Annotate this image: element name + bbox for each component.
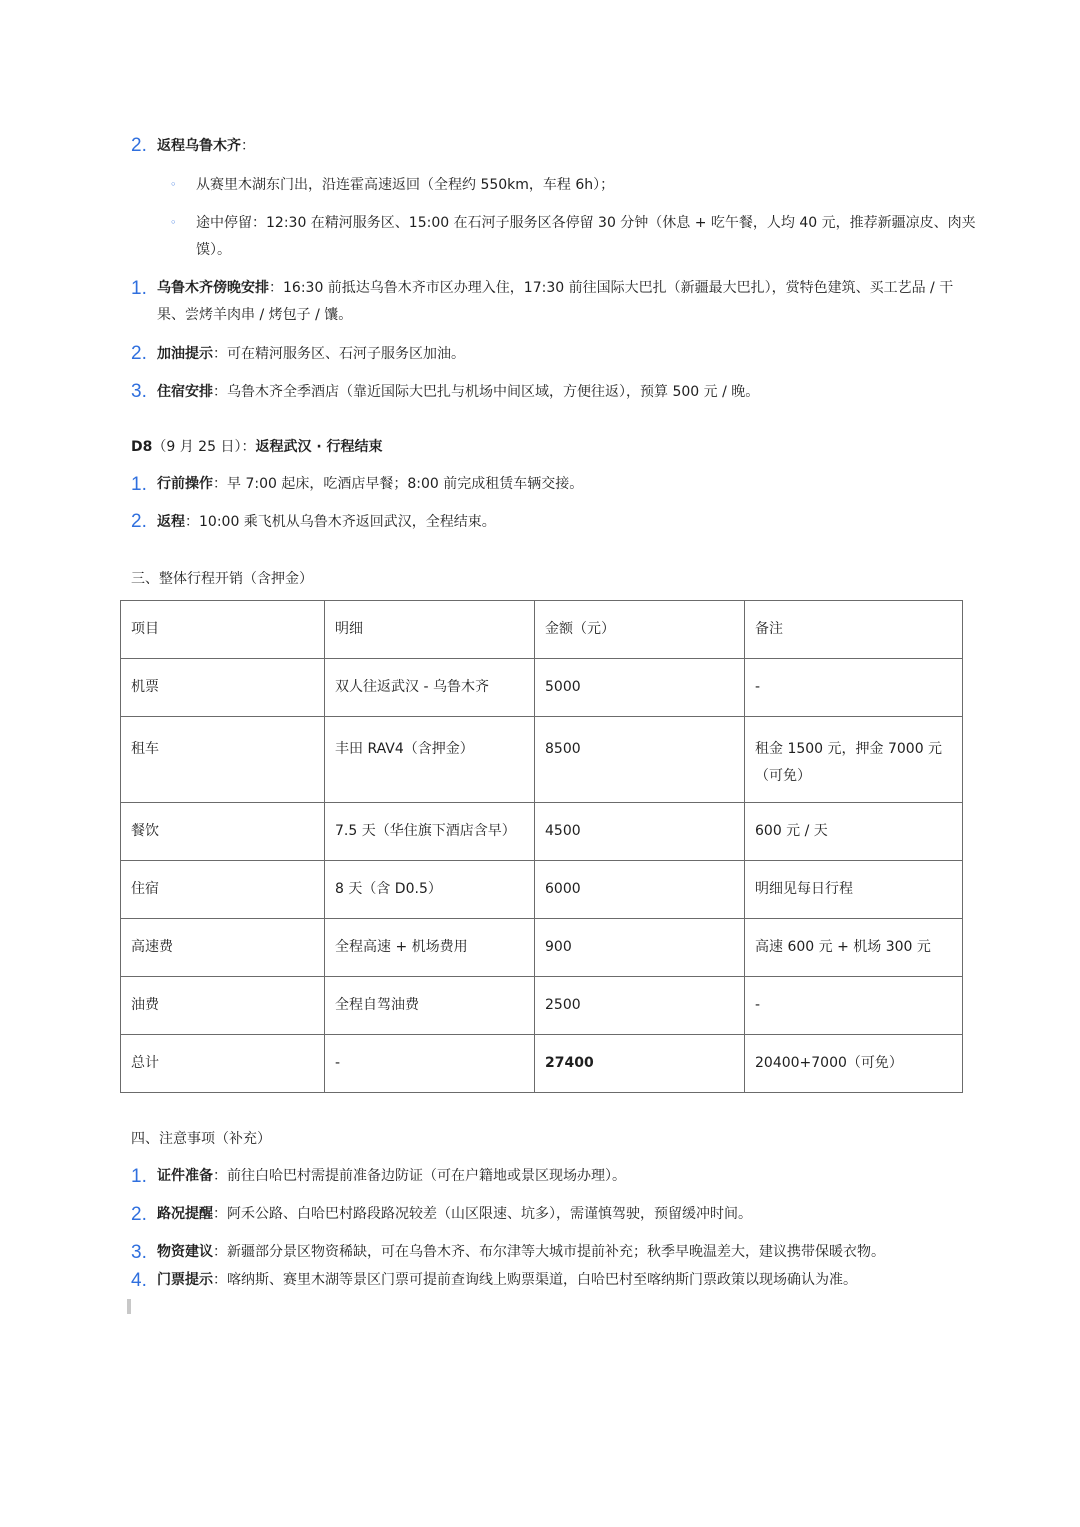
list-item-predeparture bbox=[157, 471, 960, 498]
list-item-evening-cont: 果、尝烤羊肉串 / 烤包子 / 馕。 bbox=[157, 307, 353, 323]
table-row bbox=[121, 861, 963, 919]
table-header-cell: 备注 bbox=[745, 601, 963, 659]
sub-item-route: 从赛里木湖东门出，沿连霍高速返回（全程约 550km，车程 6h）； bbox=[196, 177, 615, 193]
list-number: 3. bbox=[131, 381, 147, 402]
cost-table bbox=[120, 600, 963, 1093]
item-text: ：新疆部分景区物资稀缺，可在乌鲁木齐、布尔津等大城市提前补充；秋季早晚温差大，建议携带保暖衣物。 bbox=[213, 1244, 885, 1260]
sub-item-stops-cont: 馍）。 bbox=[196, 242, 231, 258]
item-text: ：16:30 前抵达乌鲁木齐市区办理入住，17:30 前往国际大巴扎（新疆最大巴扎），赏特色建筑、买工艺品 / 干 bbox=[269, 280, 954, 296]
list-number: 1. bbox=[131, 1166, 147, 1187]
item-label: 门票提示 bbox=[157, 1272, 213, 1288]
item-label: 证件准备 bbox=[157, 1168, 213, 1184]
list-number: 1. bbox=[131, 278, 147, 299]
table-header-cell: 项目 bbox=[121, 601, 325, 659]
item-label: 加油提示 bbox=[157, 346, 213, 362]
table-row bbox=[121, 659, 963, 717]
table-cell: 明细见每日行程 bbox=[745, 861, 963, 919]
item-text: ：前往白哈巴村需提前准备边防证（可在户籍地或景区现场办理）。 bbox=[213, 1168, 626, 1184]
item-text: ：乌鲁木齐全季酒店（靠近国际大巴扎与机场中间区域，方便往返），预算 500 元 / 晚。 bbox=[213, 384, 760, 400]
d8-title: 返程武汉 · 行程结束 bbox=[255, 439, 383, 455]
table-row bbox=[121, 803, 963, 861]
text-cursor bbox=[127, 1299, 131, 1314]
table-cell: 油费 bbox=[121, 977, 325, 1035]
sub-item-stops: 途中停留：12:30 在精河服务区、15:00 在石河子服务区各停留 30 分钟（休息 + 吃午餐，人均 40 元，推荐新疆凉皮、肉夹 bbox=[196, 215, 976, 231]
table-header-cell: 金额（元） bbox=[535, 601, 745, 659]
table-row bbox=[121, 977, 963, 1035]
table-cell: 6000 bbox=[535, 861, 745, 919]
d8-label: D8 bbox=[131, 439, 153, 455]
table-cell: 餐饮 bbox=[121, 803, 325, 861]
list-number: 2. bbox=[131, 343, 147, 364]
table-cell bbox=[745, 717, 963, 803]
sub-bullet-icon: ◦ bbox=[170, 178, 177, 191]
list-item-road bbox=[157, 1201, 960, 1228]
item-label: 路况提醒 bbox=[157, 1206, 213, 1222]
table-cell: 20400+7000（可免） bbox=[745, 1035, 963, 1093]
item-text: ：喀纳斯、赛里木湖等景区门票可提前查询线上购票渠道，白哈巴村至喀纳斯门票政策以现场确认为准。 bbox=[213, 1272, 857, 1288]
table-cell: 住宿 bbox=[121, 861, 325, 919]
table-cell: 600 元 / 天 bbox=[745, 803, 963, 861]
list-number: 4. bbox=[131, 1270, 147, 1291]
item-label: 物资建议 bbox=[157, 1244, 213, 1260]
table-row-total bbox=[121, 1035, 963, 1093]
list-item-documents bbox=[157, 1163, 960, 1190]
table-cell: 8500 bbox=[535, 717, 745, 803]
sub-bullet-icon: ◦ bbox=[170, 216, 177, 229]
table-cell: 900 bbox=[535, 919, 745, 977]
table-cell: 高速费 bbox=[121, 919, 325, 977]
list-item-lodging bbox=[157, 379, 960, 406]
table-cell: 全程高速 + 机场费用 bbox=[325, 919, 535, 977]
list-item-tickets bbox=[157, 1267, 960, 1294]
table-cell: 27400 bbox=[535, 1035, 745, 1093]
table-cell: 全程自驾油费 bbox=[325, 977, 535, 1035]
table-header-row bbox=[121, 601, 963, 659]
list-number: 2. bbox=[131, 135, 147, 156]
table-cell: 7.5 天（华住旗下酒店含早） bbox=[325, 803, 535, 861]
note-line: （可免） bbox=[755, 768, 811, 784]
item-text: ：早 7:00 起床，吃酒店早餐；8:00 前完成租赁车辆交接。 bbox=[213, 476, 584, 492]
table-cell: 租车 bbox=[121, 717, 325, 803]
table-cell: 丰田 RAV4（含押金） bbox=[325, 717, 535, 803]
d8-heading bbox=[131, 437, 383, 457]
table-cell: 总计 bbox=[121, 1035, 325, 1093]
table-header-cell: 明细 bbox=[325, 601, 535, 659]
note-line: 租金 1500 元，押金 7000 元 bbox=[755, 741, 943, 757]
item-text: ：10:00 乘飞机从乌鲁木齐返回武汉，全程结束。 bbox=[185, 514, 496, 530]
table-cell: - bbox=[325, 1035, 535, 1093]
item-text: ：阿禾公路、白哈巴村路段路况较差（山区限速、坑多），需谨慎驾驶，预留缓冲时间。 bbox=[213, 1206, 752, 1222]
table-cell: 双人往返武汉 - 乌鲁木齐 bbox=[325, 659, 535, 717]
list-item-return bbox=[157, 509, 960, 536]
table-row bbox=[121, 717, 963, 803]
item-label: 返程乌鲁木齐 bbox=[157, 138, 241, 154]
d8-date: （9 月 25 日）： bbox=[152, 439, 256, 455]
table-cell: 2500 bbox=[535, 977, 745, 1035]
list-item-supplies bbox=[157, 1239, 960, 1266]
item-label: 返程 bbox=[157, 514, 185, 530]
table-cell: - bbox=[745, 977, 963, 1035]
list-item-return-urumqi bbox=[157, 133, 960, 160]
table-cell: 8 天（含 D0.5） bbox=[325, 861, 535, 919]
notes-section-title: 四、注意事项（补充） bbox=[131, 1131, 271, 1147]
item-colon: ： bbox=[241, 138, 255, 154]
item-text: ：可在精河服务区、石河子服务区加油。 bbox=[213, 346, 465, 362]
table-cell: 高速 600 元 + 机场 300 元 bbox=[745, 919, 963, 977]
table-cell: - bbox=[745, 659, 963, 717]
list-number: 3. bbox=[131, 1242, 147, 1263]
table-cell: 5000 bbox=[535, 659, 745, 717]
table-row bbox=[121, 919, 963, 977]
cost-section-title: 三、整体行程开销（含押金） bbox=[131, 571, 313, 587]
list-number: 2. bbox=[131, 1204, 147, 1225]
item-label: 乌鲁木齐傍晚安排 bbox=[157, 280, 269, 296]
list-number: 2. bbox=[131, 511, 147, 532]
table-cell: 机票 bbox=[121, 659, 325, 717]
list-item-fuel bbox=[157, 341, 960, 368]
table-cell: 4500 bbox=[535, 803, 745, 861]
item-label: 住宿安排 bbox=[157, 384, 213, 400]
list-item-evening bbox=[157, 275, 960, 302]
item-label: 行前操作 bbox=[157, 476, 213, 492]
list-number: 1. bbox=[131, 474, 147, 495]
